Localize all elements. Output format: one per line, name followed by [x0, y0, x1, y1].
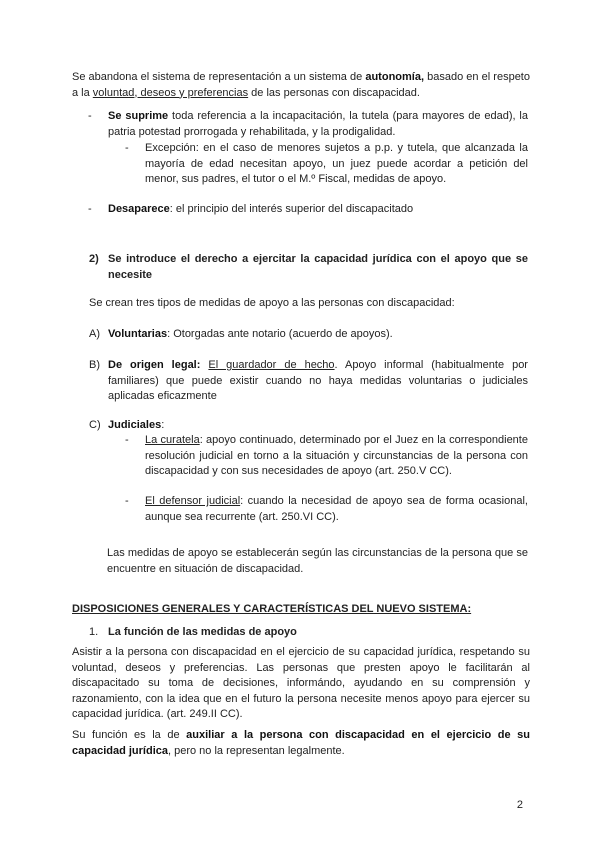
- suprime-text: toda referencia a la incapacitación, la tutela (para mayores de edad), la patria potestad prorrogada y rehabilitada, y la prodigalidad.: [108, 110, 528, 138]
- measure-b-text: . Apoyo informal (habitualmente por familiares) que puede existir cuando no haya medidas voluntarias o judiciales aplicadas eficazmente: [108, 359, 528, 402]
- desaparece-label: Desaparece: [108, 203, 170, 215]
- disposiciones-item-1: [89, 625, 528, 641]
- bullet-dash: -: [125, 495, 129, 507]
- funcion-paragraph-1: [72, 645, 530, 723]
- measure-c-letter: C): [89, 419, 101, 431]
- measures-closing: [107, 546, 528, 577]
- guardador-de-hecho: El guardador de hecho: [208, 359, 335, 371]
- intro-text-2: basado en el respeto a la: [72, 71, 530, 99]
- bullet-dash: -: [125, 142, 129, 154]
- page-number: 2: [516, 799, 523, 811]
- funcion-paragraph-1-text: Asistir a la persona con discapacidad en el ejercicio de su capacidad jurídica, respetando su voluntad, deseos y preferencias. Las personas que presten apoyo le facilitarán al discapacitado su toma de decisiones, informándo, ayudando en su comprensión y razonamiento, con la idea que en el futuro la persona necesite menos apoyo para ejercer su capacidad jurídica. (art. 249.II CC).: [72, 646, 530, 720]
- disposiciones-heading: DISPOSICIONES GENERALES Y CARACTERÍSTICAS DEL NUEVO SISTEMA:: [72, 603, 472, 615]
- section-2-lead: [89, 296, 529, 312]
- bullet-suprime: [88, 109, 528, 140]
- curatela-label: La curatela: [145, 434, 200, 446]
- bullet-dash: -: [125, 434, 129, 446]
- section-2-heading: [89, 252, 528, 283]
- section-2-lead-text: Se crean tres tipos de medidas de apoyo a las personas con discapacidad:: [89, 297, 455, 309]
- intro-autonomia: autonomía,: [365, 71, 425, 83]
- p2-bold: auxiliar a la persona con discapacidad en el ejercicio de su capacidad jurídica: [72, 729, 530, 757]
- item-1-title: La función de las medidas de apoyo: [108, 626, 297, 638]
- suprime-label: Se suprime: [108, 110, 169, 122]
- measure-c-colon: :: [161, 419, 165, 431]
- desaparece-text: : el principio del interés superior del discapacitado: [169, 203, 414, 215]
- intro-text-3: de las personas con discapacidad.: [248, 86, 420, 99]
- measure-c-defensor: [125, 494, 528, 525]
- section-2-number: 2): [89, 253, 99, 265]
- bullet-desaparece: [88, 202, 528, 218]
- bullet-dash: -: [88, 203, 92, 215]
- intro-paragraph: [72, 70, 530, 101]
- item-1-number: 1.: [89, 626, 99, 638]
- measure-a-label: Voluntarias: [108, 328, 168, 340]
- funcion-paragraph-2: [72, 728, 530, 759]
- bullet-excepcion: [125, 141, 528, 188]
- curatela-text: : apoyo continuado, determinado por el Juez en la correspondiente resolución judicial en torno a la situación y circunstancias de la persona con discapacidad y con sus necesidades de apoyo (art. 250.V CC).: [145, 434, 528, 477]
- intro-voluntad: voluntad, deseos y preferencias: [92, 86, 249, 99]
- measures-closing-text: Las medidas de apoyo se establecerán según las circunstancias de la persona que se encuentre en situación de discapacidad.: [107, 547, 528, 575]
- section-2-title: Se introduce el derecho a ejercitar la capacidad jurídica con el apoyo que se necesite: [108, 253, 528, 281]
- excepcion-text: Excepción: en el caso de menores sujetos a p.p. y tutela, que alcanzada la mayoría de edad necesitan apoyo, un juez puede acordar a petición del menor, sus padres, el tutor o el M.º Fiscal, medidas de apoyo.: [145, 142, 528, 185]
- measure-b: [89, 358, 528, 405]
- intro-text-1: Se abandona el sistema de representación a un sistema de: [72, 71, 366, 83]
- measure-c: [89, 418, 528, 434]
- measure-a-text: : Otorgadas ante notario (acuerdo de apoyos).: [167, 328, 393, 340]
- bullet-dash: -: [88, 110, 92, 122]
- measure-a: [89, 327, 528, 343]
- p2-text-1: Su función es la de: [72, 729, 187, 741]
- measure-c-label: Judiciales: [108, 419, 162, 431]
- defensor-label: El defensor judicial: [145, 495, 241, 507]
- p2-text-2: , pero no la representan legalmente.: [167, 744, 345, 757]
- measure-a-letter: A): [89, 328, 100, 340]
- measure-c-curatela: [125, 433, 528, 480]
- measure-b-letter: B): [89, 359, 100, 371]
- defensor-text: : cuando la necesidad de apoyo sea de forma ocasional, aunque sea recurrente (art. 250.VI CC).: [145, 495, 528, 523]
- measure-b-label: De origen legal:: [108, 359, 201, 371]
